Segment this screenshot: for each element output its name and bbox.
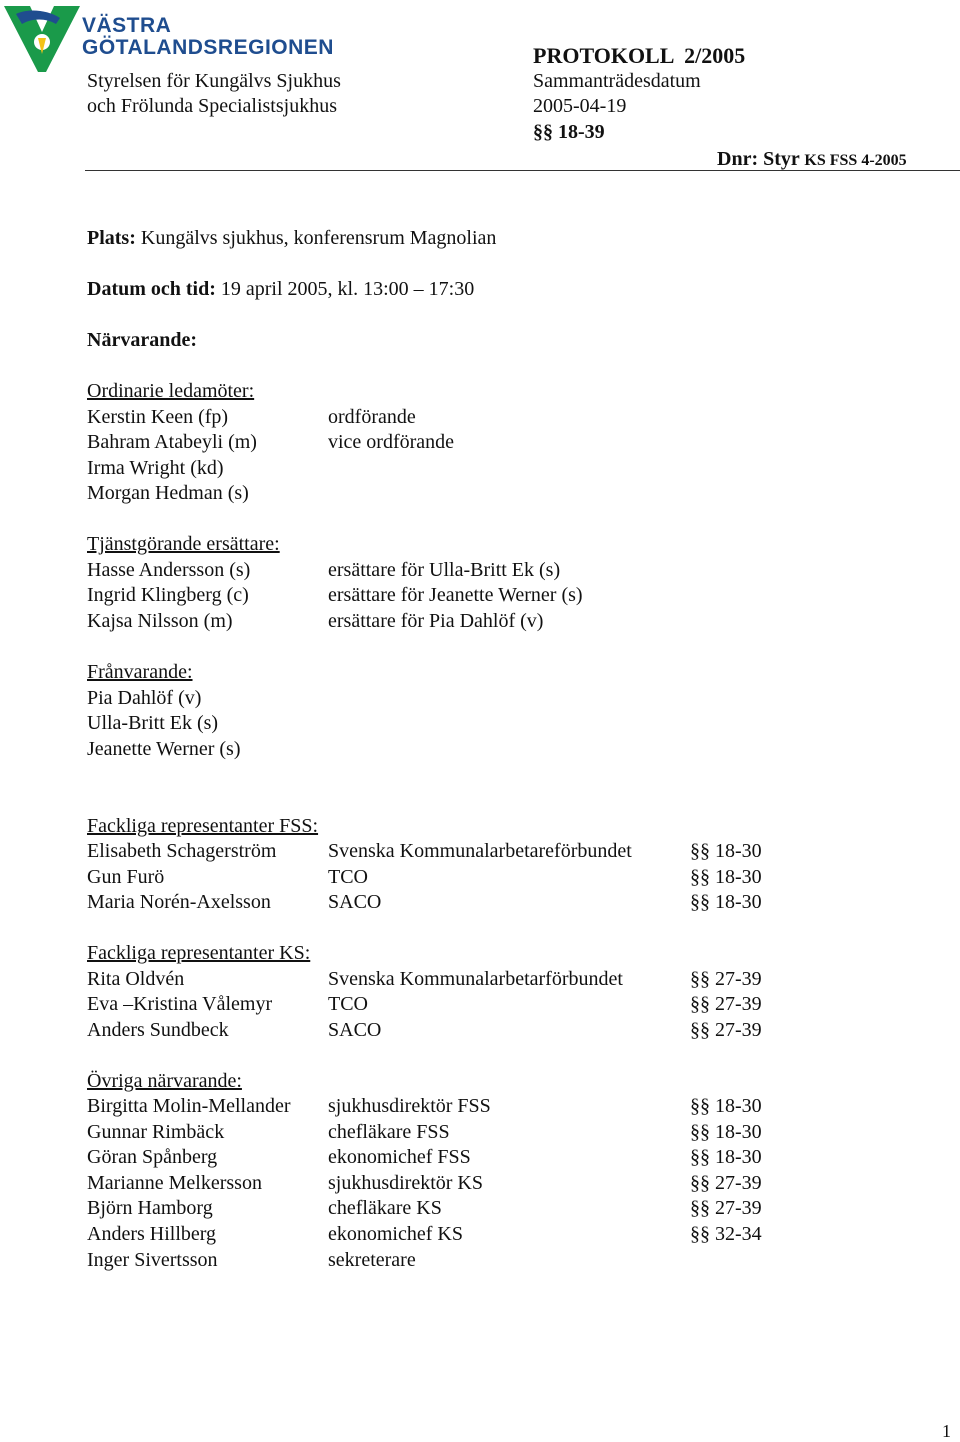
substitute-role: ersättare för Ulla-Britt Ek (s) <box>328 559 561 581</box>
other-name: Gunnar Rimbäck <box>87 1121 225 1143</box>
union-fss-heading: Fackliga representanter FSS: <box>87 815 319 837</box>
rep-name: Maria Norén-Axelsson <box>87 891 271 913</box>
page-number: 1 <box>942 1421 951 1441</box>
member-name: Bahram Atabeyli (m) <box>87 431 257 453</box>
org-line-2: och Frölunda Specialistsjukhus <box>87 95 337 117</box>
other-sections: §§ 32-34 <box>690 1223 762 1245</box>
other-role: ekonomichef KS <box>328 1223 463 1245</box>
rep-name: Anders Sundbeck <box>87 1019 229 1041</box>
rep-org: TCO <box>328 866 368 888</box>
rep-sections: §§ 27-39 <box>690 993 762 1015</box>
substitute-role: ersättare för Pia Dahlöf (v) <box>328 610 544 632</box>
dnr-number: KS FSS 4-2005 <box>804 152 907 169</box>
rep-name: Eva –Kristina Vålemyr <box>87 993 273 1015</box>
member-name: Irma Wright (kd) <box>87 457 224 479</box>
ordinary-heading: Ordinarie ledamöter: <box>87 380 255 402</box>
other-sections: §§ 27-39 <box>690 1172 762 1194</box>
member-role: vice ordförande <box>328 431 455 453</box>
absent-name: Pia Dahlöf (v) <box>87 687 202 709</box>
rep-name: Elisabeth Schagerström <box>87 840 277 862</box>
substitute-name: Ingrid Klingberg (c) <box>87 584 249 606</box>
region-emblem-icon <box>2 2 82 74</box>
substitute-role: ersättare för Jeanette Werner (s) <box>328 584 583 606</box>
rep-sections: §§ 27-39 <box>690 1019 762 1041</box>
vastra-gotalandsregionen-logo <box>2 2 334 74</box>
header-divider <box>85 170 960 171</box>
rep-sections: §§ 18-30 <box>690 891 762 913</box>
place-line <box>87 226 496 252</box>
logo-text-line1: VÄSTRA <box>82 14 172 37</box>
substitutes-heading: Tjänstgörande ersättare: <box>87 533 280 555</box>
other-sections: §§ 18-30 <box>690 1146 762 1168</box>
datetime-value: 19 april 2005, kl. 13:00 – 17:30 <box>215 278 475 300</box>
member-role: ordförande <box>328 406 416 428</box>
org-line-1: Styrelsen för Kungälvs Sjukhus <box>87 70 341 92</box>
absent-name: Jeanette Werner (s) <box>87 738 241 760</box>
rep-sections: §§ 18-30 <box>690 840 762 862</box>
others-heading: Övriga närvarande: <box>87 1070 242 1092</box>
other-role: chefläkare FSS <box>328 1121 450 1143</box>
dnr-prefix: Dnr: Styr <box>717 148 805 170</box>
rep-org: Svenska Kommunalarbetareförbundet <box>328 840 632 862</box>
other-sections: §§ 18-30 <box>690 1095 762 1117</box>
member-name: Morgan Hedman (s) <box>87 482 249 504</box>
meeting-date: 2005-04-19 <box>533 95 627 117</box>
datetime-label: Datum och tid: <box>87 278 216 300</box>
place-value: Kungälvs sjukhus, konferensrum Magnolian <box>135 227 497 249</box>
rep-name: Gun Furö <box>87 866 165 888</box>
other-name: Inger Sivertsson <box>87 1249 218 1271</box>
other-sections: §§ 18-30 <box>690 1121 762 1143</box>
meeting-date-label: Sammanträdesdatum <box>533 70 701 92</box>
place-label: Plats: <box>87 227 136 249</box>
other-name: Björn Hamborg <box>87 1197 213 1219</box>
rep-name: Rita Oldvén <box>87 968 185 990</box>
datetime-line <box>87 277 474 303</box>
other-role: chefläkare KS <box>328 1197 442 1219</box>
rep-org: Svenska Kommunalarbetarförbundet <box>328 968 623 990</box>
other-name: Anders Hillberg <box>87 1223 217 1245</box>
other-name: Marianne Melkersson <box>87 1172 262 1194</box>
rep-org: TCO <box>328 993 368 1015</box>
other-role: sjukhusdirektör FSS <box>328 1095 491 1117</box>
other-name: Birgitta Molin-Mellander <box>87 1095 291 1117</box>
rep-org: SACO <box>328 891 382 913</box>
absent-name: Ulla-Britt Ek (s) <box>87 712 219 734</box>
other-role: ekonomichef FSS <box>328 1146 471 1168</box>
other-sections: §§ 27-39 <box>690 1197 762 1219</box>
logo-text-line2: GÖTALANDSREGIONEN <box>82 36 334 59</box>
other-role: sjukhusdirektör KS <box>328 1172 483 1194</box>
substitute-name: Hasse Andersson (s) <box>87 559 251 581</box>
substitute-name: Kajsa Nilsson (m) <box>87 610 233 632</box>
present-heading: Närvarande: <box>87 329 197 351</box>
paragraph-range: §§ 18-39 <box>533 121 605 143</box>
rep-org: SACO <box>328 1019 382 1041</box>
absent-heading: Frånvarande: <box>87 661 193 683</box>
member-name: Kerstin Keen (fp) <box>87 406 229 428</box>
protocol-title: PROTOKOLL 2/2005 <box>533 43 746 68</box>
other-name: Göran Spånberg <box>87 1146 218 1168</box>
rep-sections: §§ 18-30 <box>690 866 762 888</box>
rep-sections: §§ 27-39 <box>690 968 762 990</box>
other-role: sekreterare <box>328 1249 416 1271</box>
union-ks-heading: Fackliga representanter KS: <box>87 942 311 964</box>
